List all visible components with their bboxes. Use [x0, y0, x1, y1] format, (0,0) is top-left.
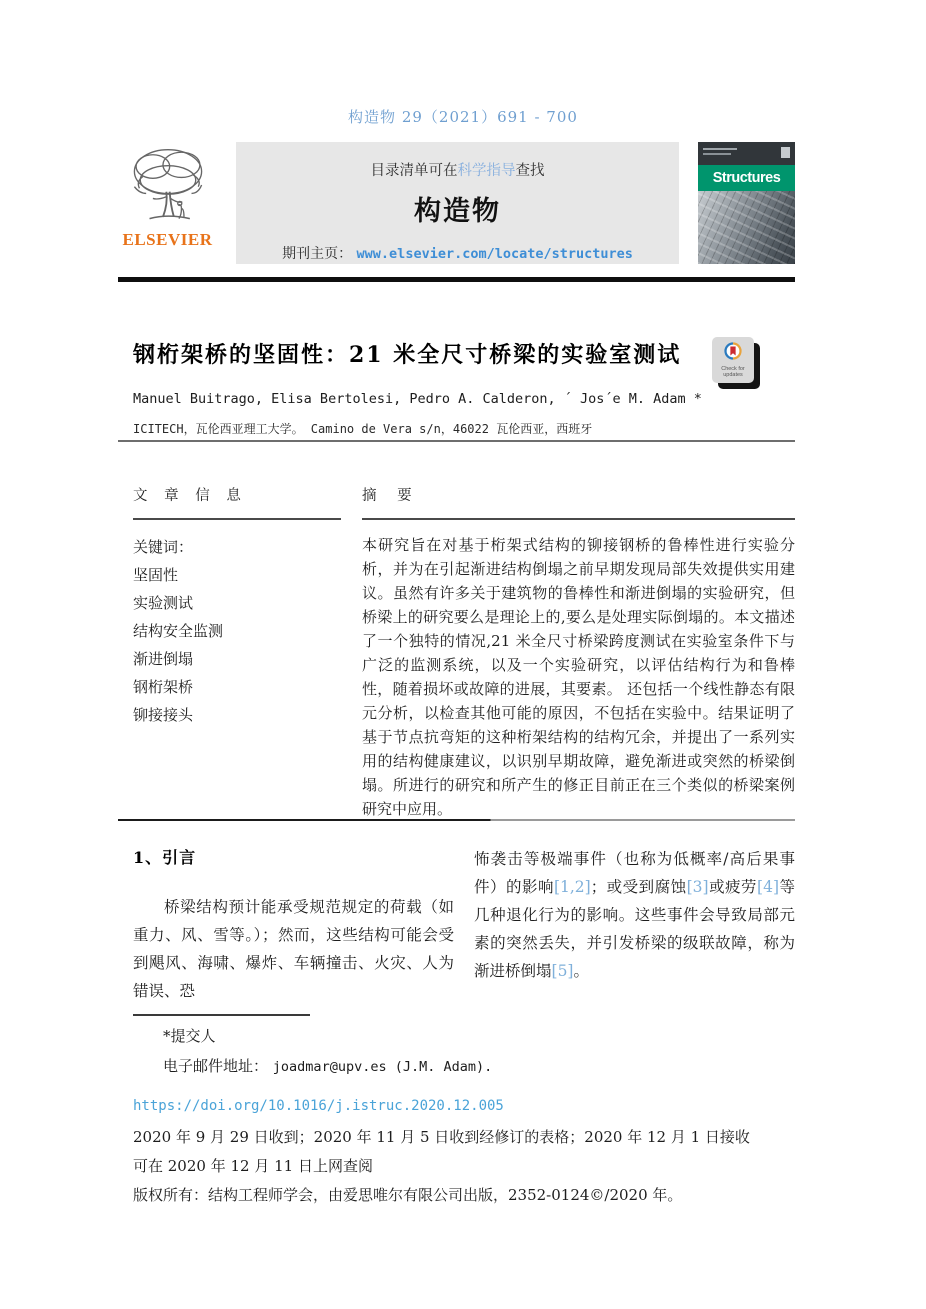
check-updates-label-line1: Check for: [721, 366, 745, 372]
title-divider: [118, 440, 795, 442]
intro-right-column: [474, 845, 795, 1005]
email-label: 电子邮件地址：: [163, 1057, 269, 1075]
banner-availability-suffix: 查找: [515, 163, 545, 179]
intro-text: ；或受到腐蚀: [590, 878, 687, 896]
section-heading-introduction: 1、引言: [133, 848, 197, 867]
keyword-item: 结构安全监测: [133, 622, 224, 640]
journal-header: [118, 142, 795, 264]
abstract-column: [362, 484, 795, 821]
homepage-label: 期刊主页：: [282, 246, 353, 262]
check-updates-label-line2: updates: [723, 372, 743, 378]
intro-text: 怖袭击等极端事件（也称为低概率/高后果事件）的影响: [474, 850, 795, 896]
check-for-updates-badge[interactable]: [712, 337, 754, 383]
footnote-block: [133, 1014, 553, 1076]
keyword-item: 实验测试: [133, 594, 194, 612]
article-info-heading: 文 章 信 息: [133, 484, 341, 520]
cover-publisher-logo: [781, 147, 790, 158]
authors-line: Manuel Buitrago, Elisa Bertolesi, Pedro A. Calderon, ´ Jos´e M. Adam *: [133, 391, 702, 407]
abstract-heading: 摘 要: [362, 484, 795, 520]
intro-text: 或疲劳: [708, 878, 758, 896]
journal-citation: 构造物 29（2021）691 - 700: [348, 108, 578, 126]
elsevier-wordmark: ELSEVIER: [122, 230, 213, 249]
ref-link-3[interactable]: [3]: [686, 878, 709, 896]
page-title: 钢桁架桥的坚固性：21 米全尺寸桥梁的实验室测试: [133, 342, 682, 368]
crossmark-icon: [724, 342, 742, 364]
received-dates-line: 2020 年 9 月 29 日收到；2020 年 11 月 5 日收到经修订的表格；2020 年 12 月 1 日接收: [133, 1128, 750, 1146]
banner-availability-prefix: 目录清单可在: [370, 163, 458, 179]
introduction-section: [133, 845, 795, 1005]
cover-photo: [698, 191, 795, 264]
cover-title: Structures: [712, 170, 781, 186]
article-footer: [133, 1095, 795, 1210]
article-info-column: [133, 484, 341, 821]
intro-text: 等几种退化行为的影响。这些事件会导致局部元素的突然丢失，并引发桥梁的级联故障，称为渐进桥倒塌: [474, 878, 795, 980]
email-link[interactable]: joadmar@upv.es (J.M. Adam).: [272, 1059, 493, 1075]
journal-homepage-line: [236, 243, 679, 263]
cover-publisher-textbar: [703, 148, 737, 150]
email-line: [163, 1055, 553, 1076]
journal-title: 构造物: [414, 196, 501, 227]
elsevier-logo: [118, 142, 217, 264]
copyright-line: 版权所有：结构工程师学会，由爱思唯尔有限公司出版，2352-0124©/2020 年。: [133, 1186, 683, 1204]
keywords-block: [133, 533, 341, 729]
intro-left-column: [133, 845, 454, 1005]
article-info-section: [133, 484, 795, 821]
cover-publisher-textbar: [703, 153, 731, 155]
cover-title-band: [698, 165, 795, 191]
abstract-text: 本研究旨在对基于桁架式结构的铆接钢桥的鲁棒性进行实验分析，并为在引起渐进结构倒塌之前早期发现局部失效提供实用建议。虽然有许多关于建筑物的鲁棒性和渐进倒塌的实验研究，但桥梁上的研究要么是理论上的,要么是处理实际倒塌的。本文描述了一个独特的情况,21 米全尺寸桥梁跨度测试在实验室条件下与广泛的监测系统，以及一个实验研究，以评估结构行为和鲁棒性，随着损坏或故障的进展，其要素。 还包括一个线性静态有限元分析，以检查其他可能的原因，不包括在实验中。结果证明了基于节点抗弯矩的这种桁架结构的结构冗余，并提出了一系列实用的结构健康建议，以识别早期故障，避免渐进或突然的桥梁倒塌。所进行的研究和所产生的修正目前正在三个类似的桥梁案例研究中应用。: [362, 536, 795, 818]
keyword-item: 钢桁架桥: [133, 678, 194, 696]
banner-availability-line: [236, 159, 679, 180]
ref-link-5[interactable]: [5]: [551, 962, 574, 980]
keyword-item: 坚固性: [133, 566, 179, 584]
abstract-body-divider: [118, 819, 795, 821]
journal-cover-thumbnail: [698, 142, 795, 264]
keywords-label: 关键词：: [133, 538, 194, 556]
online-date-line: 可在 2020 年 12 月 11 日上网查阅: [133, 1157, 373, 1175]
journal-homepage-link[interactable]: www.elsevier.com/locate/structures: [356, 246, 633, 262]
footnote-divider: [133, 1014, 310, 1016]
intro-right-paragraph: [474, 845, 795, 985]
keyword-item: 渐进倒塌: [133, 650, 194, 668]
keyword-item: 铆接接头: [133, 706, 194, 724]
journal-banner: [236, 142, 679, 264]
affiliation-line: ICITECH，瓦伦西亚理工大学。 Camino de Vera s/n，46022 瓦伦西亚，西班牙: [133, 422, 593, 436]
intro-text: 。: [573, 962, 589, 980]
doi-link[interactable]: https://doi.org/10.1016/j.istruc.2020.12.005: [133, 1098, 504, 1114]
corresponding-author-note: *提交人: [163, 1027, 216, 1045]
elsevier-tree-icon: [126, 142, 210, 228]
header-divider: [118, 277, 795, 282]
sciencedirect-link[interactable]: 科学指导: [457, 163, 516, 179]
ref-link-1-2[interactable]: [1,2]: [553, 878, 591, 896]
intro-left-paragraph: 桥梁结构预计能承受规范规定的荷载（如重力、风、雪等。）；然而，这些结构可能会受到飓风、海啸、爆炸、车辆撞击、火灾、人为错误、恐: [133, 898, 454, 1000]
ref-link-4[interactable]: [4]: [757, 878, 779, 896]
